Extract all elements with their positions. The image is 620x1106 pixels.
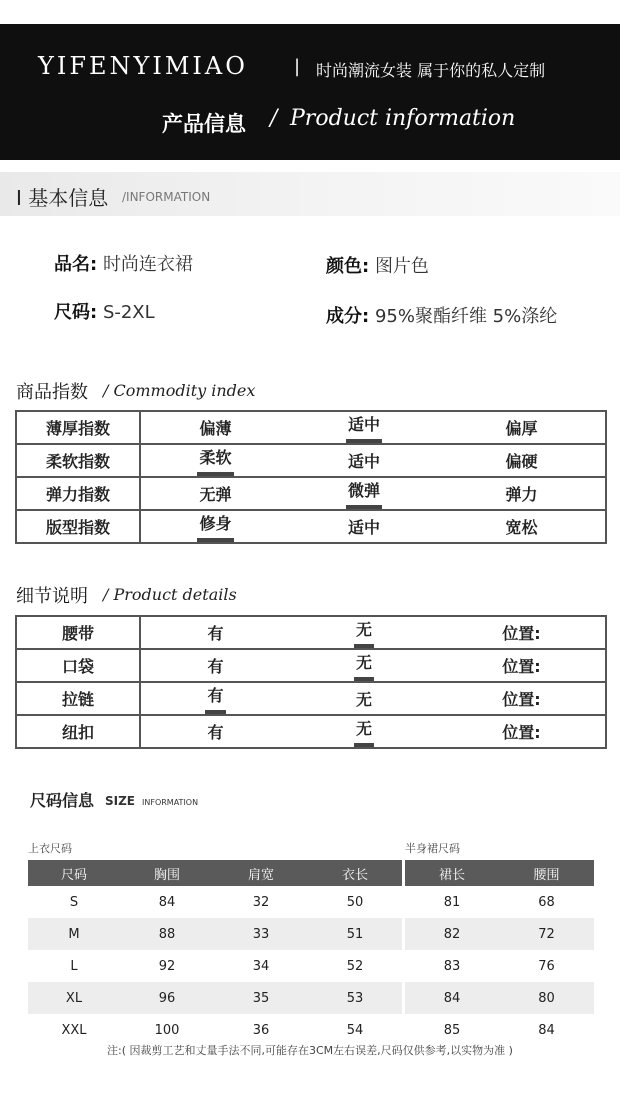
size-row <box>28 982 594 1014</box>
commodity-row-option: 偏薄 <box>199 419 232 438</box>
detail-row-option-cell <box>438 649 606 682</box>
detail-row-option-cell <box>290 649 438 682</box>
product-size <box>54 298 155 324</box>
detail-row-option-cell <box>290 682 438 715</box>
commodity-row-label-cell <box>16 411 140 444</box>
detail-row-option-cell <box>438 616 606 649</box>
size-cell: XL <box>28 982 120 1014</box>
size-note: 注:( 因裁剪工艺和丈量手法不同,可能存在3CM左右误差,尺码仅供参考,以实物为准 ) <box>107 1044 513 1057</box>
size-cell: 100 <box>154 1022 180 1038</box>
commodity-row-option-cell <box>140 444 290 477</box>
product-material-label: 成分: <box>326 306 370 327</box>
detail-row-option-selected: 有 <box>205 683 225 714</box>
detail-row-label: 腰带 <box>61 624 94 643</box>
commodity-row-option-selected: 柔软 <box>197 445 233 476</box>
detail-row-label: 口袋 <box>61 657 94 676</box>
product-details-title-en: / Product details <box>103 585 237 604</box>
size-table <box>28 860 594 1046</box>
size-cell: L <box>70 958 78 974</box>
detail-row <box>16 715 606 748</box>
detail-row-option-selected: 无 <box>354 716 374 747</box>
product-color-value: 图片色 <box>374 256 429 277</box>
brand-slogan: 时尚潮流女装 属于你的私人定制 <box>316 61 546 80</box>
size-cell: 84 <box>158 894 176 910</box>
detail-row-option: 位置: <box>502 690 541 709</box>
commodity-row-option-cell <box>140 411 290 444</box>
detail-row-option-cell <box>140 649 290 682</box>
commodity-index-table <box>15 410 607 544</box>
size-header-cell: 胸围 <box>120 860 214 886</box>
detail-row-label-cell <box>16 649 140 682</box>
product-details-title: 细节说明 <box>16 586 88 607</box>
size-cell: 96 <box>120 982 214 1014</box>
size-cell: 54 <box>346 1022 364 1038</box>
top-size-caption: 上衣尺码 <box>28 842 72 855</box>
detail-row-label-cell <box>16 616 140 649</box>
brand-name: YIFENYIMIAO <box>38 52 248 80</box>
commodity-row-option-cell <box>290 411 438 444</box>
size-cell: 32 <box>252 894 270 910</box>
detail-row-option: 有 <box>207 723 224 742</box>
product-details-table <box>15 615 607 749</box>
basic-info-title: I 基本信息 <box>16 186 109 210</box>
detail-row <box>16 682 606 715</box>
detail-row-option-cell <box>140 616 290 649</box>
commodity-row-option-selected: 适中 <box>346 412 382 443</box>
commodity-row-label: 版型指数 <box>45 518 110 537</box>
product-material <box>326 302 557 328</box>
product-size-label: 尺码: <box>54 302 98 323</box>
size-cell: 83 <box>443 958 461 974</box>
commodity-row-option-cell <box>438 477 606 510</box>
commodity-row-option: 偏厚 <box>505 419 538 438</box>
commodity-row-label: 薄厚指数 <box>45 419 110 438</box>
commodity-row-label-cell <box>16 444 140 477</box>
detail-row-option-cell <box>290 715 438 748</box>
detail-row-option: 位置: <box>502 657 541 676</box>
detail-row-option-cell <box>140 682 290 715</box>
size-cell: 72 <box>499 918 594 950</box>
size-cell: M <box>28 918 120 950</box>
size-row <box>28 918 594 950</box>
size-cell: 92 <box>158 958 176 974</box>
commodity-index-title: 商品指数 <box>16 382 88 403</box>
detail-row-option-cell <box>290 616 438 649</box>
size-cell: 35 <box>214 982 308 1014</box>
detail-row-label: 纽扣 <box>61 723 94 742</box>
header-banner <box>0 24 620 160</box>
commodity-row <box>16 510 606 543</box>
detail-row <box>16 616 606 649</box>
detail-row-option-cell <box>438 715 606 748</box>
size-cell: 50 <box>346 894 364 910</box>
product-color-label: 颜色: <box>326 256 370 277</box>
product-color <box>326 252 429 278</box>
product-name <box>54 250 193 276</box>
commodity-row-option-cell <box>290 444 438 477</box>
commodity-row-option-cell <box>290 477 438 510</box>
size-cell: 84 <box>538 1022 555 1038</box>
commodity-row-label-cell <box>16 510 140 543</box>
commodity-row-option-selected: 微弹 <box>346 478 382 509</box>
size-header-cell: 肩宽 <box>214 860 308 886</box>
title-slash: / <box>270 106 278 131</box>
commodity-row-option-selected: 修身 <box>197 511 233 542</box>
commodity-row-option: 无弹 <box>199 485 232 504</box>
commodity-row-option-cell <box>438 510 606 543</box>
size-cell: 80 <box>499 982 594 1014</box>
detail-row <box>16 649 606 682</box>
size-header-cell: 裙长 <box>405 860 499 886</box>
size-cell: S <box>69 894 79 910</box>
size-cell: 88 <box>120 918 214 950</box>
size-cell: 68 <box>538 894 555 910</box>
size-cell: 34 <box>252 958 270 974</box>
detail-row-option-selected: 无 <box>354 650 374 681</box>
product-info-title-en: Product information <box>290 106 516 131</box>
commodity-row-option: 偏硬 <box>505 452 538 471</box>
size-cell: 51 <box>308 918 402 950</box>
commodity-index-title-en: / Commodity index <box>103 381 256 400</box>
skirt-size-caption: 半身裙尺码 <box>405 842 460 855</box>
detail-row-label-cell <box>16 682 140 715</box>
product-name-label: 品名: <box>54 254 98 275</box>
commodity-row <box>16 444 606 477</box>
detail-row-option-cell <box>438 682 606 715</box>
basic-info-band <box>0 172 620 216</box>
commodity-row-option: 适中 <box>347 452 380 471</box>
commodity-row-label: 弹力指数 <box>45 485 110 504</box>
size-cell: 36 <box>252 1022 270 1038</box>
commodity-row-option-cell <box>290 510 438 543</box>
size-cell: 76 <box>538 958 555 974</box>
size-cell: 33 <box>214 918 308 950</box>
detail-row-option: 无 <box>355 690 372 709</box>
commodity-row-label-cell <box>16 477 140 510</box>
size-header-cell: 尺码 <box>28 860 120 886</box>
product-name-value: 时尚连衣裙 <box>102 254 193 275</box>
size-cell: 85 <box>443 1022 461 1038</box>
size-cell: 52 <box>346 958 364 974</box>
detail-row-option: 有 <box>207 624 224 643</box>
size-cell: 53 <box>308 982 402 1014</box>
product-info-title: 产品信息 <box>162 112 246 136</box>
size-cell: 84 <box>405 982 499 1014</box>
size-header-cell: 衣长 <box>308 860 402 886</box>
size-info-title-en-small: INFORMATION <box>142 798 199 807</box>
commodity-row-option-cell <box>140 510 290 543</box>
commodity-row-option: 弹力 <box>505 485 538 504</box>
size-cell: 82 <box>405 918 499 950</box>
detail-row-label: 拉链 <box>61 690 94 709</box>
commodity-row <box>16 477 606 510</box>
commodity-row-option-cell <box>438 411 606 444</box>
commodity-row-option: 适中 <box>347 518 380 537</box>
brand-separator: | <box>294 56 301 77</box>
commodity-row-option-cell <box>438 444 606 477</box>
detail-row-option: 位置: <box>502 723 541 742</box>
size-row <box>28 886 594 918</box>
size-header-cell: 腰围 <box>499 860 594 886</box>
commodity-row-option: 宽松 <box>505 518 538 537</box>
basic-info-subtitle: /INFORMATION <box>122 190 211 204</box>
size-row <box>28 950 594 982</box>
detail-row-option: 位置: <box>502 624 541 643</box>
size-cell: XXL <box>61 1022 87 1038</box>
commodity-row-label: 柔软指数 <box>45 452 110 471</box>
detail-row-option-selected: 无 <box>354 617 374 648</box>
commodity-row-option-cell <box>140 477 290 510</box>
product-material-value: 95%聚酯纤维 5%涤纶 <box>374 306 558 327</box>
product-size-value: S-2XL <box>102 302 155 323</box>
size-info-title-en: SIZE <box>105 794 136 808</box>
size-cell: 81 <box>443 894 461 910</box>
size-info-title: 尺码信息 <box>30 791 95 810</box>
detail-row-option: 有 <box>207 657 224 676</box>
detail-row-label-cell <box>16 715 140 748</box>
commodity-row <box>16 411 606 444</box>
detail-row-option-cell <box>140 715 290 748</box>
